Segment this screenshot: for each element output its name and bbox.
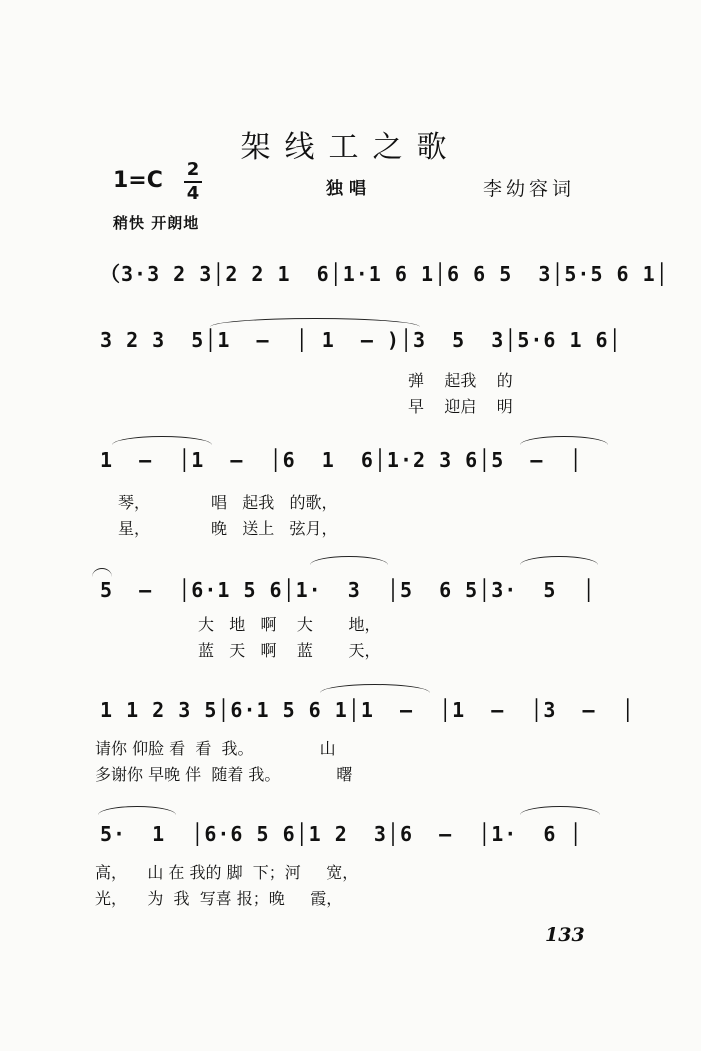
slur	[520, 556, 598, 565]
slur	[92, 568, 112, 577]
lyrics-verse-1: 大 地 啊 大 地，	[198, 615, 381, 634]
slur	[112, 436, 212, 445]
notation-row: 1 — │1 — │6 1 6│1·2 3 6│5 — │	[100, 448, 583, 472]
slur	[210, 318, 420, 327]
slur	[98, 806, 176, 815]
slur	[310, 556, 388, 565]
lyrics-verse-2: 多谢你 早晚 伴 随着 我。 曙	[95, 765, 353, 784]
lyrics-verse-1: 请你 仰脸 看 看 我。 山	[95, 739, 336, 758]
time-signature	[182, 160, 204, 204]
notation-row: 3 2 3 5│1 — │ 1 — )│3 5 3│5·6 1 6│	[100, 328, 622, 352]
key-signature: 1=C	[113, 168, 163, 193]
lyrics-verse-1: 弹 起我 的	[408, 371, 513, 390]
notation-row: 5 — │6·1 5 6│1· 3 │5 6 5│3· 5 │	[100, 578, 596, 602]
time-signature-top: 2	[186, 159, 200, 180]
performance-type: 独唱	[326, 179, 372, 199]
slur	[520, 806, 600, 815]
lyrics-verse-2: 光， 为 我 写喜 报；晚 霞，	[95, 889, 343, 908]
song-title: 架线工之歌	[240, 130, 461, 165]
lyrics-verse-2: 星， 晚 送上 弦月，	[118, 519, 338, 538]
slur	[520, 436, 608, 445]
lyrics-verse-2: 早 迎启 明	[408, 397, 513, 416]
lyrics-verse-1: 高， 山 在 我的 脚 下；河 宽，	[95, 863, 359, 882]
slur	[320, 684, 430, 693]
notation-row: （3·3 2 3│2 2 1 6│1·1 6 1│6 6 5 3│5·5 6 1│	[100, 262, 669, 286]
notation-row: 1 1 2 3 5│6·1 5 6 1│1 — │1 — │3 — │	[100, 698, 635, 722]
lyricist: 李幼容词	[483, 178, 576, 200]
page-number: 133	[545, 924, 585, 946]
notation-row: 5· 1 │6·6 5 6│1 2 3│6 — │1· 6 │	[100, 822, 583, 846]
lyrics-verse-1: 琴， 唱 起我 的歌，	[118, 493, 338, 512]
time-signature-bottom: 4	[186, 183, 200, 204]
tempo-marking: 稍快 开朗地	[113, 214, 200, 232]
lyrics-verse-2: 蓝 天 啊 蓝 天，	[198, 641, 381, 660]
